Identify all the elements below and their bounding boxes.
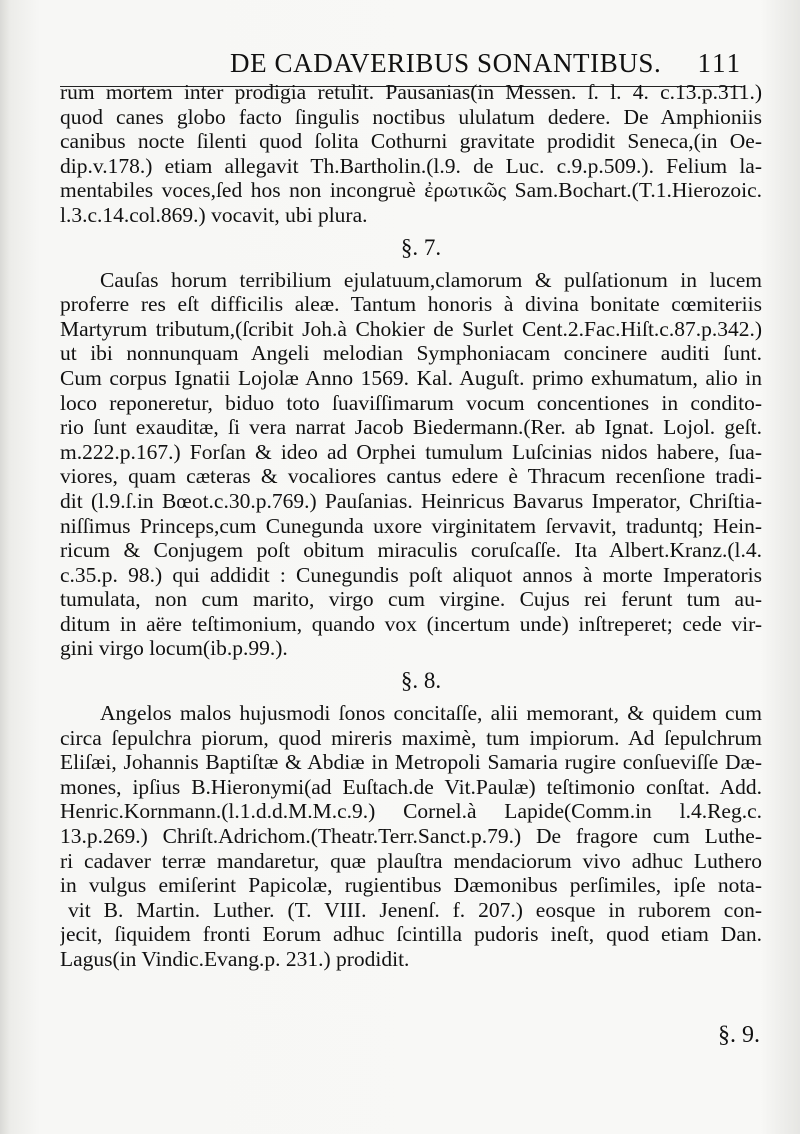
section-heading-7: §. 7. bbox=[400, 234, 442, 260]
text-line: tumulata, non cum marito, virgo cum virgine. Cujus rei ferunt tum au- bbox=[60, 587, 762, 612]
text-line: circa ſepulchra piorum, quod mireris maximè, tum impiorum. Ad ſepulchrum bbox=[60, 725, 762, 750]
text-line: ri cadaver terræ mandaretur, quæ plauſtra mendaciorum vivo adhuc Luthero bbox=[60, 848, 762, 873]
text-line: Cum corpus Ignatii Lojolæ Anno 1569. Kal. Auguſt. primo exhumatum, alio in bbox=[60, 365, 762, 390]
running-title: DE CADAVERIBUS SONANTIBUS. bbox=[230, 48, 662, 78]
text-line: ricum & Conjugem poſt obitum miraculis coruſcaſſe. Ita Albert.Kranz.(l.4. bbox=[60, 538, 762, 563]
catchword: §. 9. bbox=[718, 1022, 760, 1048]
text-line: niſſimus Princeps,cum Cunegunda uxore virginitatem ſervavit, traduntq; Hein- bbox=[60, 513, 762, 538]
text-line: Lagus(in Vindic.Evang.p. 231.) prodidit. bbox=[60, 947, 410, 971]
text-line: viores, quam cæteras & vocaliores cantus edere è Thracum recenſione tradi- bbox=[60, 464, 762, 489]
text-line: mones, ipſius B.Hieronymi(ad Euſtach.de Vit.Paulæ) teſtimonio conſtat. Add. bbox=[60, 774, 762, 799]
text-line: jecit, ſiquidem fronti Eorum adhuc ſcintilla pudoris ineſt, quod etiam Dan. bbox=[60, 922, 762, 947]
text-line: Angelos malos hujusmodi ſonos concitaſſe, alii memorant, & quidem cum bbox=[100, 701, 762, 726]
page-body bbox=[60, 80, 762, 972]
paragraph-2 bbox=[60, 268, 762, 662]
text-line: ut ibi nonnunquam Angeli melodian Symphoniacam concinere auditi ſunt. bbox=[60, 341, 762, 366]
text-line: mentabiles voces,ſed hos non incongruè ἐρωτικῶς Sam.Bochart.(T.1.Hierozoic. bbox=[60, 178, 762, 203]
text-line: 13.p.269.) Chriſt.Adrichom.(Theatr.Terr.Sanct.p.79.) De fragore cum Luthe- bbox=[60, 824, 762, 849]
page-number: 111 bbox=[697, 48, 742, 78]
section-heading-8: §. 8. bbox=[400, 668, 442, 694]
text-line: Eliſæi, Johannis Baptiſtæ & Abdiæ in Metropoli Samaria rugire conſueviſſe Dæ- bbox=[60, 750, 762, 775]
text-line: quod canes globo facto ſingulis noctibus ululatum dedere. De Amphioniis bbox=[60, 104, 762, 129]
text-line: Cauſas horum terribilium ejulatuum,clamorum & pulſationum in lucem bbox=[100, 267, 762, 292]
text-line: vit B. Martin. Luther. (T. VIII. Jenenſ. f. 207.) eosque in ruborem con- bbox=[68, 897, 762, 922]
text-line: dit (l.9.ſ.in Bœot.c.30.p.769.) Pauſanias. Heinricus Bavarus Imperator, Chriſtia- bbox=[60, 488, 762, 513]
text-line: gini virgo locum(ib.p.99.). bbox=[60, 636, 288, 661]
text-line: in vulgus emiſerint Papicolæ, rugientibus Dæmonibus perſimiles, ipſe nota- bbox=[60, 873, 762, 898]
text-line: rio ſunt exauditæ, ſi vera narrat Jacob Biedermann.(Rer. ab Ignat. Lojol. geſt. bbox=[60, 415, 762, 440]
text-line: Martyrum tributum,(ſcribit Joh.à Chokier de Surlet Cent.2.Fac.Hiſt.c.87.p.342.) bbox=[60, 316, 762, 341]
text-line: l.3.c.14.col.869.) vocavit, ubi plura. bbox=[60, 202, 368, 227]
text-line: dip.v.178.) etiam allegavit Th.Bartholin.(l.9. de Luc. c.9.p.509.). Felium la- bbox=[60, 153, 762, 178]
text-line: c.35.p. 98.) qui addidit : Cunegundis poſt aliquot annos à morte Imperatoris bbox=[60, 562, 762, 587]
paragraph-3 bbox=[60, 701, 762, 972]
text-line: Henric.Kornmann.(l.1.d.d.M.M.c.9.) Cornel.à Lapide(Comm.in l.4.Reg.c. bbox=[60, 799, 762, 824]
text-line: canibus nocte ſilenti quod ſolita Cothurni gravitate prodidit Seneca,(in Oe- bbox=[60, 129, 762, 154]
text-line: ditum in aëre teſtimonium, quando vox (incertum unde) inſtreperet; cede vir- bbox=[60, 611, 762, 636]
paragraph-1 bbox=[60, 80, 762, 228]
text-line: loco reponeretur, biduo toto ſuaviſſimarum vocum concentiones in condito- bbox=[60, 390, 762, 415]
text-line: m.222.p.167.) Forſan & ideo ad Orphei tumulum Luſcinias nidos habere, ſua- bbox=[60, 439, 762, 464]
text-line: proferre res eſt difficilis aleæ. Tantum honoris à divina bonitate cœmiteriis bbox=[60, 292, 762, 317]
text-line: rum mortem inter prodigia retulit. Pausanias(in Messen. ſ. l. 4. c.13.p.311.) bbox=[60, 80, 762, 104]
